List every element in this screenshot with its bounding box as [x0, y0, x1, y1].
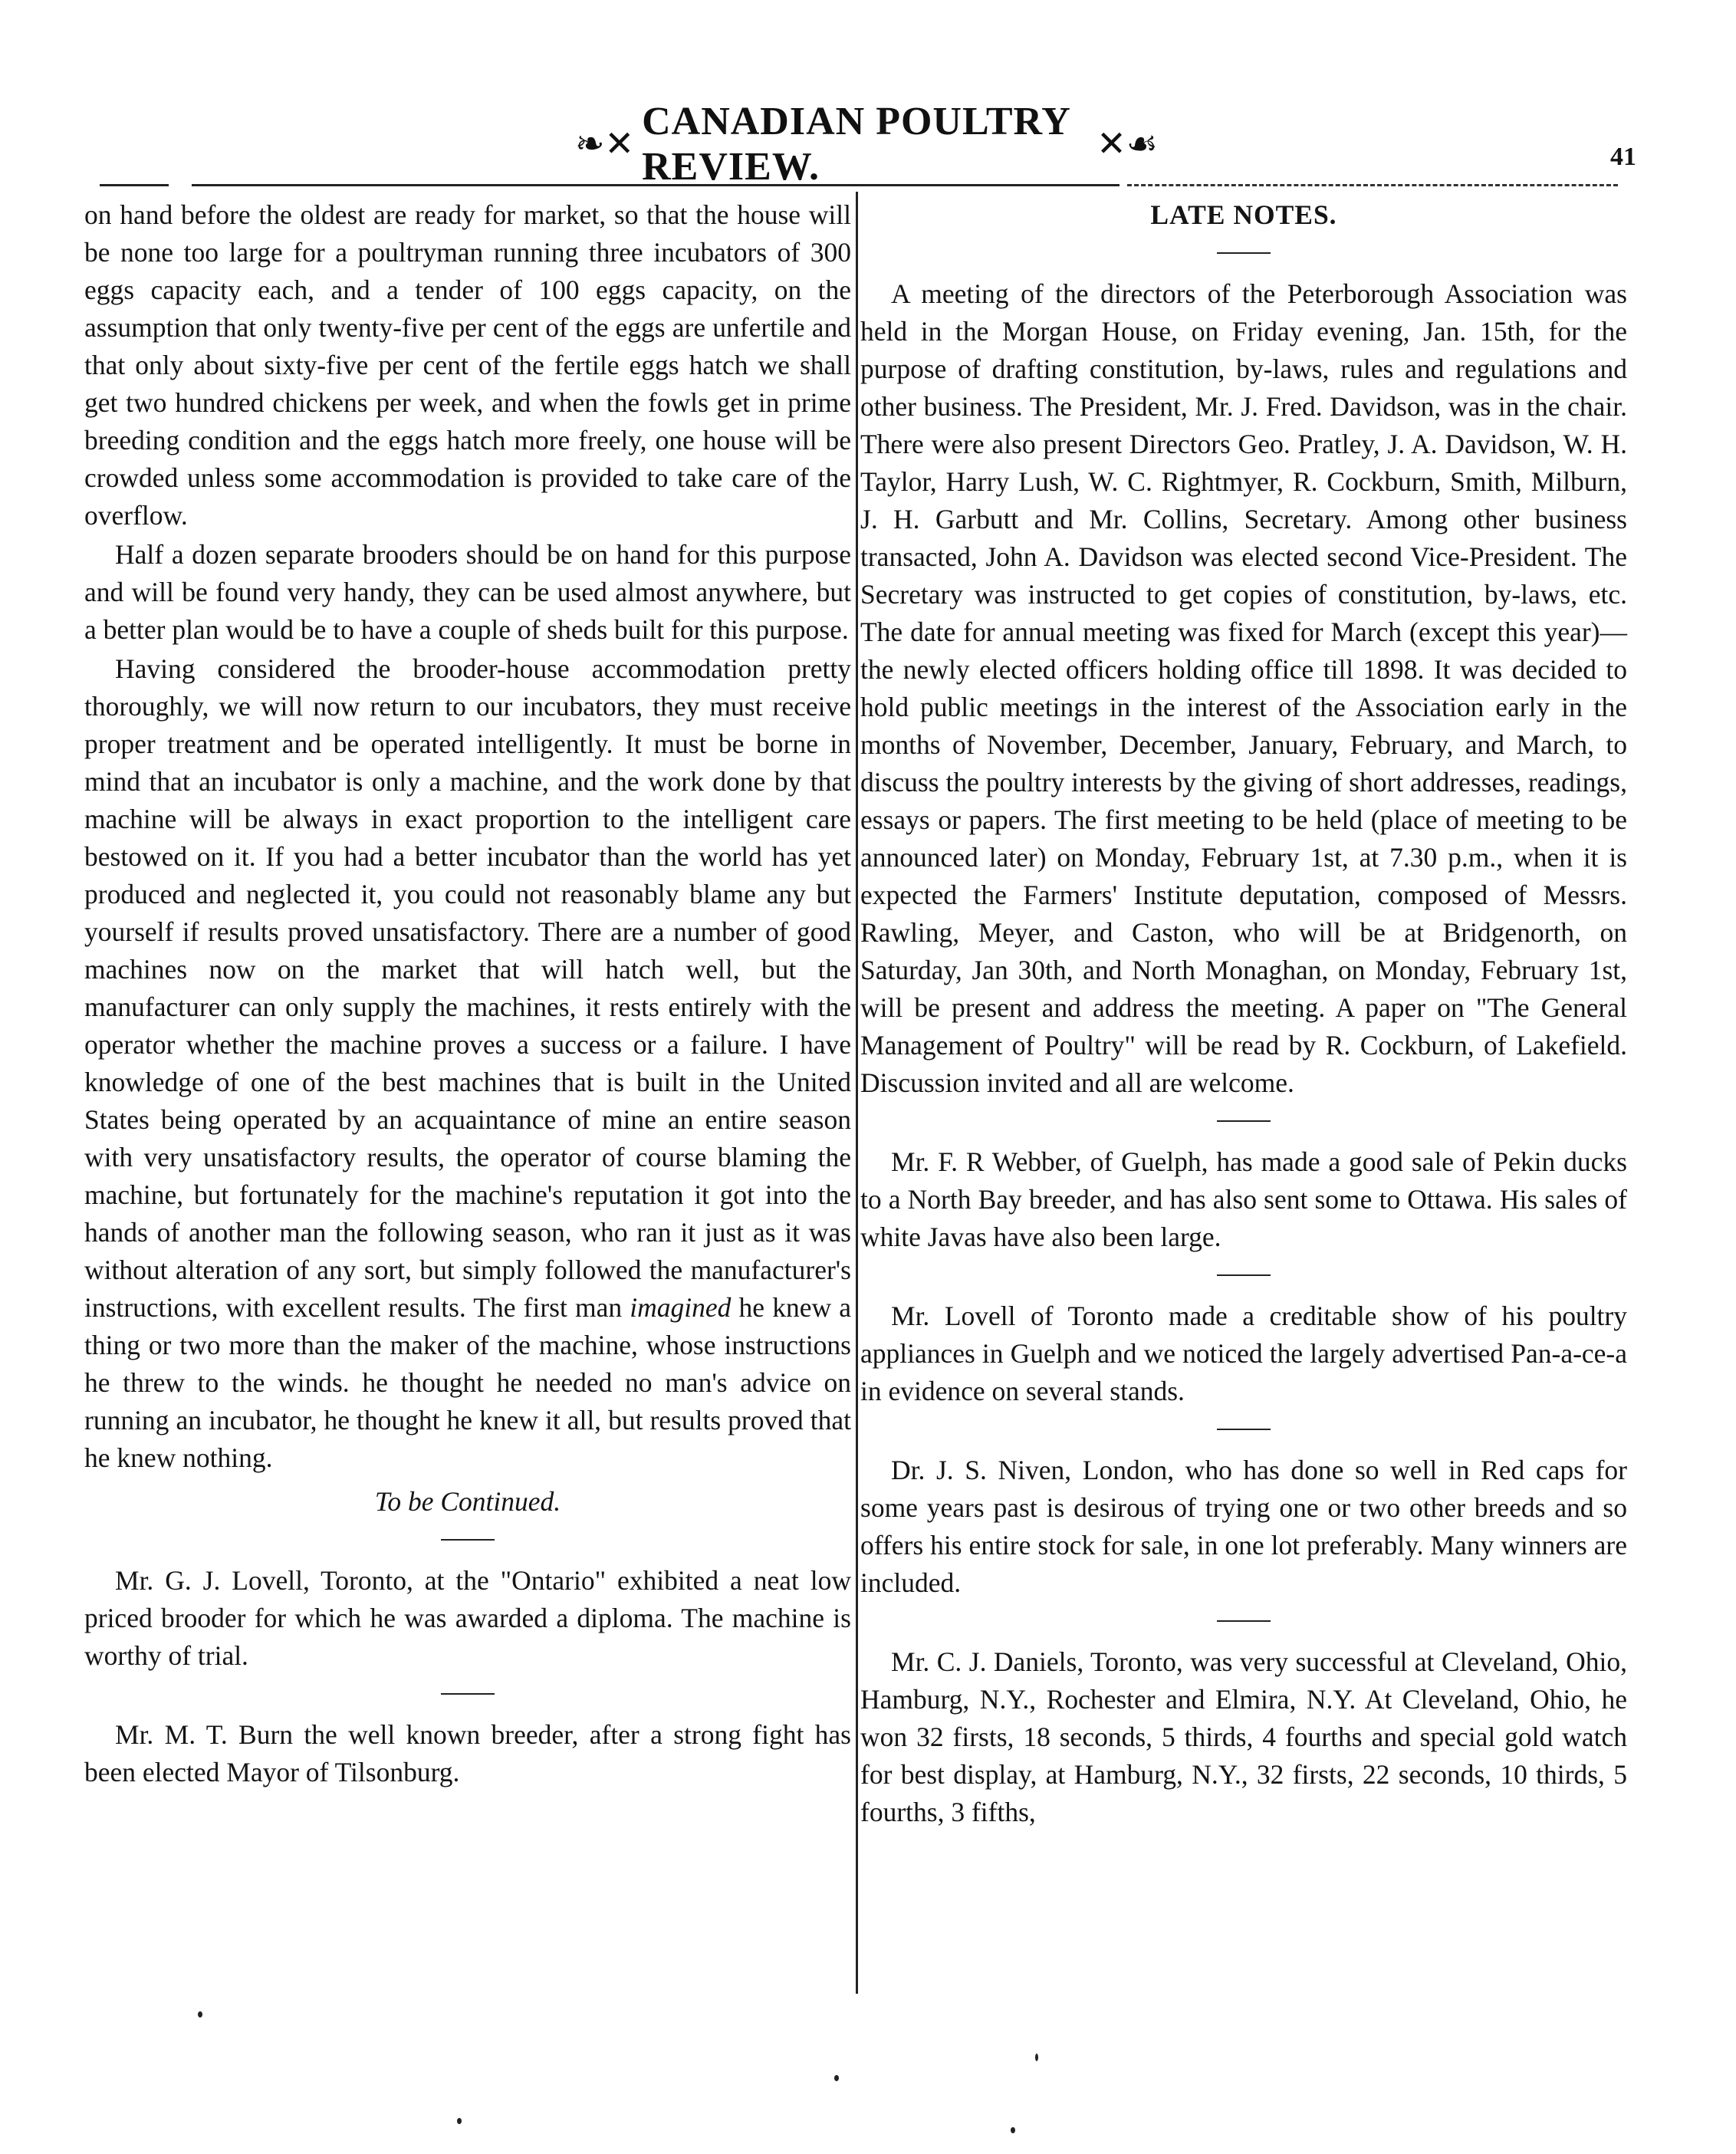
news-note: Dr. J. S. Niven, London, who has done so well in Red caps for some years past is desirous of trying one or two other breeds and so offers his entire stock for sale, in one lot preferably. Many winners are included. — [860, 1455, 1627, 1598]
masthead — [575, 100, 1158, 189]
article-paragraph: Half a dozen separate brooders should be on hand for this purpose and will be found very handy, they can be used almost anywhere, but a better plan would be to have a couple of sheds built for this purpose. — [84, 539, 851, 645]
article-paragraph — [84, 650, 851, 1477]
publication-title: CANADIAN POULTRY REVIEW. — [642, 100, 1070, 189]
article-text: Having considered the brooder-house accommodation pretty thoroughly, we will now return to our incubators, they must receive proper treatment and be operated intelligently. It must be borne in mind that an incubator is only a machine, and the work done by that machine will be always in exact proportion to the intelligent care bestowed on it. If you had a better incubator than the world has yet produced and neglected it, you could not reasonably blame any but yourself if results proved unsatisfactory. There are a number of good machines now on the market that will hatch well, but the manufacturer can only supply the machines, it rests entirely with the operator whether the machine proves a success or a failure. I have knowledge of one of the best machines that is built in the United States being operated by an acquaintance of mine an entire season with very unsatisfactory results, the operator of course blaming the machine, but fortunately for the machine's reputation it got into the hands of another man the following season, who ran it just as it was without alteration of any sort, but simply followed the manufacturer's instructions, with excellent results. The first man — [84, 653, 851, 1323]
emphasis-text: imagined — [630, 1292, 732, 1323]
left-ornament-icon: ❧✕ — [575, 124, 635, 163]
news-note: A meeting of the directors of the Peterborough Association was held in the Morgan House, on Friday evening, Jan. 15th, for the purpose of drafting constitution, by-laws, rules and regulations and other business. The President, Mr. J. Fred. Davidson, was in the chair. There were also present Directors Geo. Pratley, J. A. Davidson, W. H. Taylor, Harry Lush, W. C. Rightmyer, R. Cockburn, Smith, Milburn, J. H. Garbutt and Mr. Collins, Secretary. Among other business transacted, John A. Davidson was elected second Vice-President. The Secretary was instructed to get copies of constitution, by-laws, etc. The date for annual meeting was fixed for March (except this year)—the newly elected officers holding office till 1898. It was decided to hold public meetings in the interest of the Association early in the months of November, December, January, February, and March, to discuss the poultry interests by the giving of short addresses, readings, essays or papers. The first meeting to be held (place of meeting to be announced later) on Monday, February 1st, at 7.30 p.m., when it is expected the Farmers' Institute deputation, composed of Messrs. Rawling, Meyer, and Caston, who will be at Bridgenorth, on Saturday, Jan 30th, and North Monaghan, on Monday, February 1st, will be present and address the meeting. A paper on "The General Management of Poultry" will be read by R. Cockburn, of Lakefield. Discussion invited and all are welcome. — [860, 278, 1627, 1098]
news-note: Mr. C. J. Daniels, Toronto, was very successful at Cleveland, Ohio, Hamburg, N.Y., Rochester and Elmira, N.Y. At Cleveland, Ohio, he won 32 firsts, 18 seconds, 5 thirds, 4 fourths and special gold watch for best display, at Hamburg, N.Y., 32 firsts, 22 seconds, 10 thirds, 5 fourths, 3 fifths, — [860, 1646, 1627, 1827]
article-paragraph: on hand before the oldest are ready for market, so that the house will be none too large for a poultryman running three incubators of 300 eggs capacity each, and a tender of 100 eggs capacity, on the assumption that only twenty-five per cent of the eggs are unfertile and that only about sixty-five per cent of the fertile eggs hatch we shall get two hundred chickens per week, and when the fowls get in prime breeding condition and the eggs hatch more freely, one house will be crowded unless some accommodation is provided to take care of the overflow. — [84, 199, 851, 531]
section-separator — [1217, 1429, 1271, 1430]
section-separator — [1217, 1620, 1271, 1622]
header-rule-center — [192, 184, 1120, 186]
column-divider — [856, 192, 858, 1994]
print-speck — [1035, 2054, 1038, 2061]
section-separator — [1217, 1120, 1271, 1122]
news-note: Mr. M. T. Burn the well known breeder, after a strong fight has been elected Mayor of Tilsonburg. — [84, 1719, 851, 1787]
print-speck — [1011, 2127, 1015, 2133]
news-note: Mr. F. R Webber, of Guelph, has made a good sale of Pekin ducks to a North Bay breeder, and has also sent some to Ottawa. His sales of white Javas have also been large. — [860, 1146, 1627, 1252]
section-separator — [441, 1693, 495, 1695]
print-speck — [457, 2118, 462, 2124]
header-rule-left — [100, 184, 169, 186]
section-separator — [441, 1539, 495, 1541]
page-number: 41 — [1610, 143, 1636, 171]
section-separator — [1217, 252, 1271, 254]
print-speck — [834, 2075, 839, 2081]
section-separator — [1217, 1274, 1271, 1276]
news-note: Mr. G. J. Lovell, Toronto, at the "Ontario" exhibited a neat low priced brooder for which he was awarded a diploma. The machine is worthy of trial. — [84, 1565, 851, 1671]
news-note: Mr. Lovell of Toronto made a creditable show of his poultry appliances in Guelph and we noticed the largely advertised Pan-a-ce-a in evidence on several stands. — [860, 1301, 1627, 1406]
header-rule-right — [1127, 184, 1618, 186]
section-heading: LATE NOTES. — [1150, 199, 1337, 230]
right-column — [860, 196, 1627, 1831]
continued-notice: To be Continued. — [374, 1486, 561, 1517]
right-ornament-icon: ✕☙ — [1097, 124, 1158, 163]
print-speck — [198, 2011, 202, 2018]
article-text: he knew a thing or two more than the maker of the machine, whose instructions he threw to the winds. he thought he needed no man's advice on running an incubator, he thought he knew it all, but results proved that he knew nothing. — [84, 1292, 851, 1473]
left-column — [84, 196, 851, 1791]
